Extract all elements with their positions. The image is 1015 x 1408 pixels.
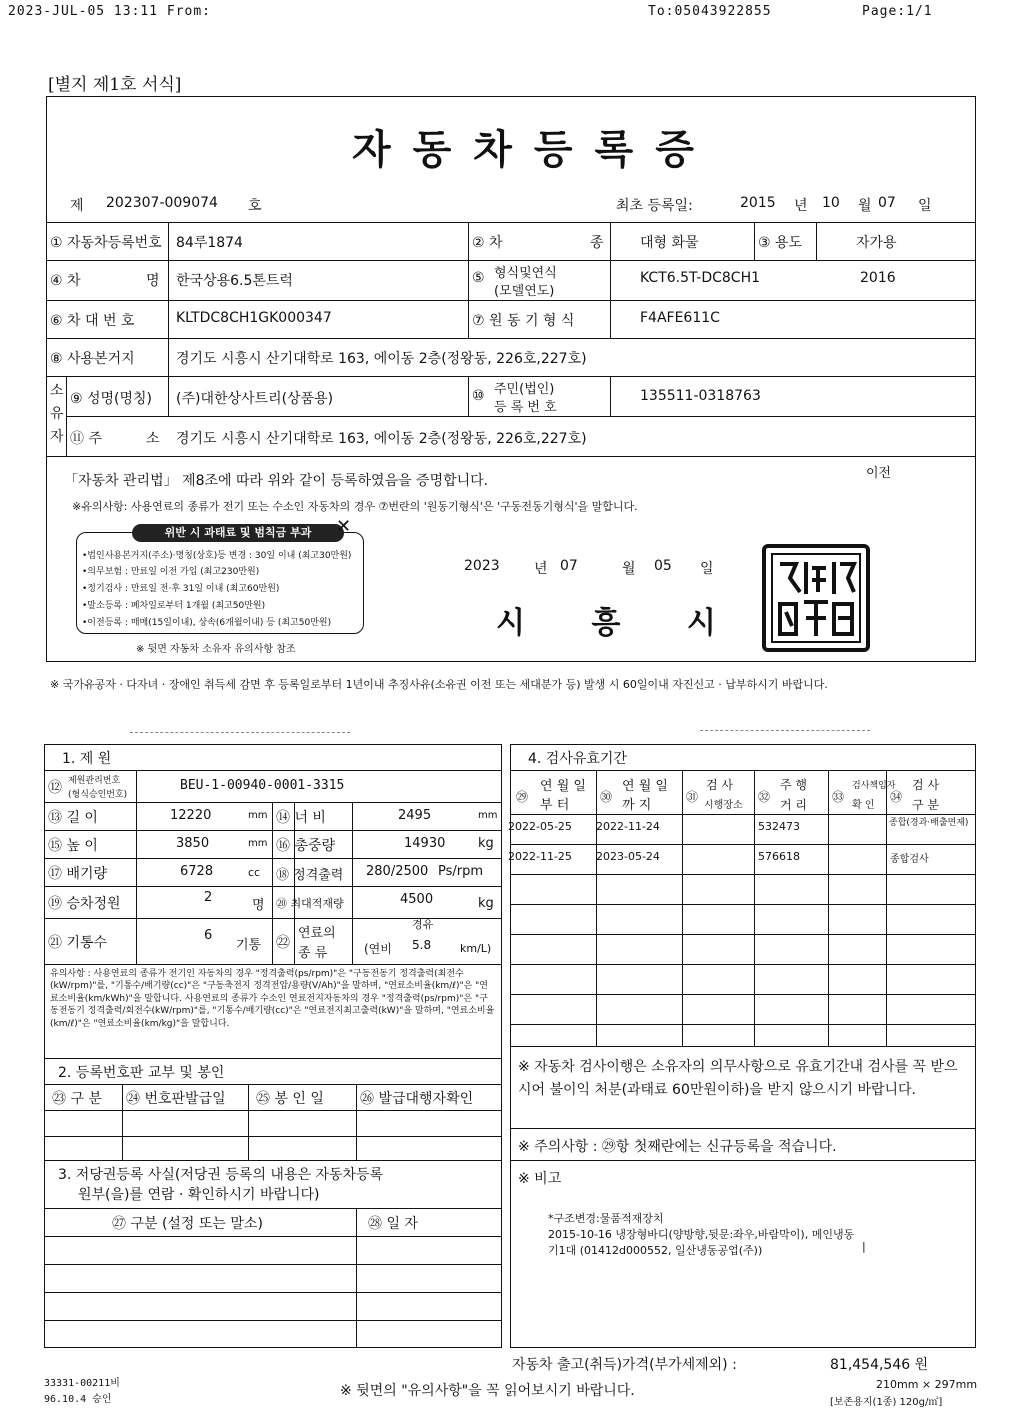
price-value: 81,454,546 원 (830, 1357, 929, 1373)
inspection-section-title: 4. 검사유효기간 (528, 751, 627, 767)
inspection-notice: ※ 자동차 검사이행은 소유자의 의무사항으로 유효기간내 검사를 꼭 받으시어 불이익 처분(과태료 60만원이하)을 받지 않으시기 바랍니다. (518, 1059, 958, 1098)
lien-col-date: ㉘ 일 자 (368, 1216, 418, 1232)
cert-label-1: 제원관리번호 (68, 776, 121, 786)
document-title: 자동차등록증 (352, 126, 716, 173)
owner-addr-value: 경기도 시흥시 산기대학로 163, 에이동 2층(정왕동, 226호,227호) (176, 431, 587, 447)
insp-col-officer: 검사책임자 (852, 781, 896, 791)
penalty-footnote: ※ 뒷면 자동차 소유자 유의사항 참조 (136, 644, 296, 655)
fuel-num: ㉒ (276, 935, 290, 951)
issue-year: 2023 (464, 558, 500, 574)
footer-notice: ※ 뒷면의 "유의사항"을 꼭 읽어보시기 바랍니다. (340, 1383, 635, 1399)
first-reg-label: 최초 등록일: (616, 198, 693, 214)
specs-section-title: 1. 제 원 (62, 751, 112, 767)
paper-size: 210mm × 297mm (876, 1378, 978, 1391)
price-label: 자동차 출고(취득)가격(부가세제외) : (512, 1357, 737, 1373)
name-label: ④ 차 (50, 273, 81, 289)
specs-box (44, 744, 502, 1348)
displacement-unit: cc (248, 866, 261, 879)
height-value: 3850 (176, 836, 210, 851)
displacement-label: ⑰ 배기량 (48, 866, 108, 882)
footer-code-1: 33331-00211비 (44, 1378, 120, 1389)
first-reg-day: 07 (878, 195, 896, 211)
displacement-value: 6728 (180, 864, 214, 879)
type-label: ② 차 (472, 235, 503, 251)
warning-icon: ✕ (336, 516, 352, 537)
plates-col-seal-date: ㉕ 봉 인 일 (256, 1091, 324, 1107)
model-year: 2016 (860, 270, 896, 286)
insp-odo: 576618 (758, 850, 800, 863)
owner-addr-label: ⑪ 주 (70, 431, 102, 447)
fuel-eff-unit: km/L) (460, 942, 492, 955)
first-reg-month-unit: 월 (858, 198, 872, 214)
width-label: ⑭ 너 비 (276, 810, 326, 826)
seats-label: ⑲ 승차정원 (48, 896, 121, 912)
vin-label: ⑥ 차 대 번 호 (50, 313, 135, 329)
insp-col-place: 검 사 (706, 778, 733, 792)
tax-note: ※ 국가유공자 · 다자녀 · 장애인 취득세 감면 후 등록일로부터 1년이내 추징사유(소유권 이전 또는 세대분가 등) 발생 시 60일이내 자진신고 · 납부하시기 바랍니다. (50, 678, 828, 691)
base-value: 경기도 시흥시 산기대학로 163, 에이동 2층(정왕동, 226호,227호) (176, 351, 587, 367)
remarks-line-2: 2015-10-16 냉장형바디(양방향,뒷문:좌우,바람막이), 메인냉동 (548, 1228, 855, 1241)
owner-id-label-1: 주민(법인) (494, 382, 555, 397)
seats-value: 2 (204, 890, 213, 905)
lien-col-kind: ㉗ 구분 (설정 또는 말소) (112, 1216, 263, 1232)
insp-odo: 532473 (758, 820, 800, 833)
cert-no-prefix: 제 (70, 198, 84, 214)
issue-day: 05 (654, 558, 672, 574)
fuel-label-2: 종 류 (298, 946, 328, 961)
transfer-note: 이전 (866, 466, 892, 481)
insp-kind: 종합(경과·배출면제) (889, 818, 969, 828)
fuel-eff-value: 5.8 (412, 938, 432, 952)
insp-to: 2022-11-24 (596, 820, 660, 833)
vin-value: KLTDC8CH1GK000347 (176, 310, 332, 326)
remarks-mark: | (862, 1240, 866, 1253)
insp-col-to: 연 월 일 (622, 779, 668, 794)
cylinder-value: 6 (204, 928, 213, 943)
payload-unit: kg (478, 896, 494, 911)
cert-no-value: BEU-1-00940-0001-3315 (180, 778, 345, 793)
insp-col-to-num: ㉚ (600, 790, 613, 804)
engine-label: ⑦ 원 동 기 형 식 (472, 313, 575, 329)
fuel-eff-label: (연비 (364, 942, 392, 956)
length-label: ⑬ 길 이 (48, 810, 98, 826)
first-reg-year: 2015 (740, 195, 776, 211)
cert-label-2: (형식승인번호) (68, 790, 128, 800)
first-reg-month: 10 (822, 195, 840, 211)
power-unit: Ps/rpm (438, 864, 484, 879)
use-value: 자가용 (856, 235, 897, 251)
owner-id-label-2: 등 록 번 호 (494, 400, 557, 415)
owner-addr-label-b: 소 (146, 431, 160, 447)
fuel-value: 경유 (412, 918, 434, 931)
insp-col-kind-num: ㉞ (890, 790, 903, 804)
type-value: 대형 화물 (640, 235, 699, 251)
use-label: ③ 용도 (758, 235, 803, 251)
plates-col-issue-date: ㉔ 번호판발급일 (126, 1091, 226, 1107)
owner-name-value: (주)대한상사트리(상품용) (176, 391, 334, 407)
payload-value: 4500 (400, 892, 434, 907)
owner-side-label: 소유자 (50, 383, 64, 445)
plates-col-agent: ㉖ 발급대행자확인 (360, 1091, 474, 1107)
remarks-label: ※ 비고 (518, 1171, 562, 1187)
insp-col-odo-num: ㉜ (758, 790, 771, 804)
fax-datetime: 2023-JUL-05 13:11 From: (8, 4, 212, 19)
insp-col-kind-b: 구 분 (912, 798, 939, 812)
remarks-line-3: 기1대 (01412d000552, 일산냉동공업(주)) (548, 1244, 763, 1257)
fuel-label-1: 연료의 (298, 926, 336, 941)
length-unit: mm (248, 810, 268, 821)
cylinder-unit: 기통 (236, 938, 262, 953)
height-unit: mm (248, 838, 268, 849)
insp-col-officer-num: ㉝ (832, 790, 845, 804)
insp-col-place-b: 시행장소 (704, 800, 743, 811)
insp-col-odo-b: 거 리 (780, 798, 807, 812)
insp-kind: 종합검사 (890, 854, 929, 865)
payload-label: ⑳ 최대적재량 (276, 897, 344, 910)
insp-from: 2022-11-25 (508, 850, 572, 863)
insp-to: 2023-05-24 (596, 850, 660, 863)
official-seal-stamp (762, 544, 870, 652)
first-reg-year-unit: 년 (794, 198, 808, 214)
type-label-b: 종 (590, 235, 604, 251)
fax-page: Page:1/1 (862, 4, 933, 19)
form-label: [별지 제1호 서식] (48, 75, 182, 95)
insp-col-kind: 검 사 (912, 778, 939, 792)
cylinder-label: ㉑ 기통수 (48, 935, 108, 951)
first-row-note: ※ 주의사항 : ㉙항 첫째란에는 신규등록을 적습니다. (518, 1139, 837, 1155)
fax-to: To:05043922855 (648, 4, 772, 19)
cert-no-suffix: 호 (248, 198, 262, 214)
lien-section-title: 3. 저당권등록 사실(저당권 등록의 내용은 자동차등록 (58, 1167, 384, 1183)
owner-id-value: 135511-0318763 (640, 388, 761, 404)
statement: 「자동차 관리법」 제8조에 따라 위와 같이 등록하였음을 증명합니다. (64, 473, 489, 489)
engine-value: F4AFE611C (640, 310, 720, 326)
insp-col-officer-b: 확 인 (852, 800, 875, 811)
width-value: 2495 (398, 808, 432, 823)
insp-col-from-b: 부 터 (540, 798, 570, 813)
width-unit: mm (478, 810, 498, 821)
gross-value: 14930 (404, 836, 446, 851)
penalty-header: 위반 시 과태료 및 범칙금 부과 (132, 524, 344, 542)
insp-from: 2022-05-25 (508, 820, 572, 833)
gross-label: ⑯ 총중량 (276, 838, 336, 854)
seal-glyph-icon (766, 548, 866, 648)
model-num: ⑤ (472, 270, 485, 286)
insp-col-odo: 주 행 (780, 778, 807, 792)
gross-unit: kg (478, 836, 494, 851)
length-value: 12220 (170, 808, 212, 823)
penalty-item: •정기검사 : 만료일 전·후 31일 이내 (최고60만원) (82, 584, 280, 594)
name-value: 한국상용6.5톤트럭 (176, 273, 293, 289)
height-label: ⑮ 높 이 (48, 838, 98, 854)
issue-month: 07 (560, 558, 578, 574)
plates-col-kind: ㉓ 구 분 (52, 1091, 102, 1107)
insp-col-to-b: 까 지 (622, 798, 652, 813)
penalty-item: •의무보험 : 만료일 이전 가입 (최고230만원) (82, 567, 260, 577)
footer-code-2: 96.10.4 승인 (44, 1394, 112, 1405)
insp-col-place-num: ㉛ (686, 790, 699, 804)
issue-year-unit: 년 (534, 561, 548, 577)
model-value: KCT6.5T-DC8CH1 (640, 270, 760, 286)
insp-col-from: 연 월 일 (540, 779, 586, 794)
insp-col-from-num: ㉙ (516, 790, 529, 804)
model-label-1: 형식및연식 (494, 266, 557, 281)
owner-id-num: ⑩ (472, 388, 485, 404)
base-label: ⑧ 사용본거지 (50, 351, 135, 367)
issue-day-unit: 일 (700, 561, 714, 577)
paper-type: [보존용지(1종) 120g/㎡] (830, 1397, 943, 1408)
name-label-b: 명 (146, 273, 160, 289)
power-value: 280/2500 (366, 864, 429, 879)
owner-name-label: ⑨ 성명(명칭) (70, 391, 153, 407)
power-label: ⑱ 정격출력 (276, 868, 344, 883)
issuing-city: 시 흥 시 (496, 606, 716, 641)
remarks-line-1: *구조변경:물품적재장치 (548, 1212, 664, 1225)
cert-num: ⑫ (48, 780, 62, 796)
issue-month-unit: 월 (622, 561, 636, 577)
reg-no-label: ① 자동차등록번호 (50, 235, 162, 251)
plates-section-title: 2. 등록번호판 교부 및 봉인 (58, 1065, 225, 1081)
model-label-2: (모델연도) (494, 284, 555, 299)
penalty-item: •말소등록 : 폐차일로부터 1개월 (최고50만원) (82, 601, 266, 611)
fuel-caution: ※유의사항: 사용연료의 종류가 전기 또는 수소인 자동차의 경우 ⑦번란의 '원동기형식'은 '구동전동기형식'을 말합니다. (72, 500, 638, 513)
first-reg-day-unit: 일 (918, 198, 932, 214)
lien-section-title-2: 원부(을)를 연람 · 확인하시기 바랍니다) (78, 1187, 320, 1203)
specs-note: 유의사항 : 사용연료의 종류가 전기인 자동차의 경우 "정격출력(ps/rpm)"은 "구동전동기 정격출력(최전수(kW/rpm)"를, "기통수/배기량(cc)"은 "구동축전지 정격전압/용량(V/Ah)"을 말하며, "연료소비율(km/ℓ)"은 "연료소비율(km/kWh)"을 말합니다. 사용연료의 종류가 수소인 연료전지자동차의 경우 "정격출력(ps/rpm)"은 "구동전동기 정격출력/회전수(kW/rpm)"를, "기통수/배기량(cc)"은 "연료전지최고출력(kW)"을 말하며, "연료소비율(km/ℓ)"은 "연료소비율(km/kg)"을 말합니다. (50, 969, 495, 1029)
seats-unit: 명 (252, 898, 265, 913)
cert-number: 202307-009074 (106, 195, 218, 211)
penalty-item: •법인사용본거지(주소)·명칭(상호)등 변경 : 30일 이내 (최고30만원) (82, 551, 352, 561)
reg-no-value: 84루1874 (176, 235, 243, 251)
penalty-item: •이전등록 : 매매(15일이내), 상속(6개월이내) 등 (최고50만원) (82, 618, 332, 628)
